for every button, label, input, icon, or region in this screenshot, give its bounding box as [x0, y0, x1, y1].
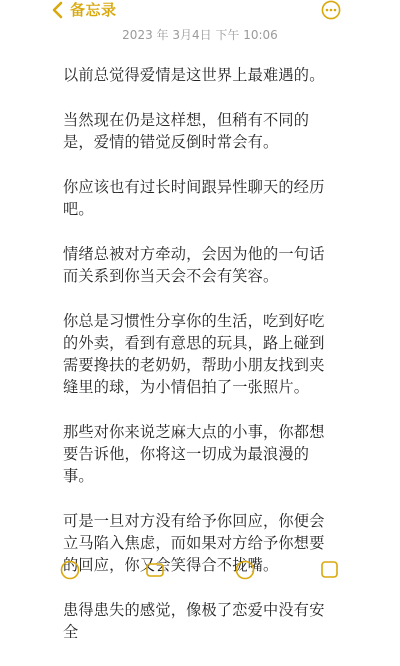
note-paragraph: 情绪总被对方牵动，会因为他的一句话而关系到你当天会不会有笑容。 [63, 245, 325, 285]
back-button-label: 备忘录 [70, 1, 117, 19]
checklist-icon[interactable] [60, 560, 80, 580]
note-timestamp: 2023 年 3月4日 下午 10:06 [122, 28, 278, 42]
camera-icon[interactable] [145, 560, 165, 580]
note-paragraph: 那些对你来说芝麻大点的小事，你都想要告诉他，你将这一切成为最浪漫的事。 [63, 423, 325, 485]
bottom-toolbar [0, 557, 400, 567]
note-body[interactable] [63, 64, 331, 666]
note-paragraph: 你应该也有过长时间跟异性聊天的经历吧。 [63, 178, 325, 218]
navigation-bar [0, 0, 400, 22]
chevron-left-icon [50, 0, 66, 20]
markup-icon[interactable] [235, 560, 255, 580]
note-paragraph: 以前总觉得爱情是这世界上最难遇的。 [63, 66, 325, 84]
note-paragraph: 当然现在仍是这样想，但稍有不同的是，爱情的错觉反倒时常会有。 [63, 111, 310, 151]
compose-icon[interactable] [320, 560, 340, 580]
more-options-icon[interactable] [321, 0, 341, 20]
back-button[interactable] [50, 0, 117, 20]
note-paragraph: 患得患失的感觉，像极了恋爱中没有安全 [63, 601, 325, 641]
note-paragraph: 可是一旦对方没有给予你回应，你便会立马陷入焦虑，而如果对方给予你想要的回应，你又会笑得合不拢嘴。 [63, 512, 325, 574]
note-paragraph: 你总是习惯性分享你的生活，吃到好吃的外卖，看到有意思的玩具，路上碰到需要搀扶的老奶奶，帮助小朋友找到夹缝里的球，为小情侣拍了一张照片。 [63, 312, 325, 396]
